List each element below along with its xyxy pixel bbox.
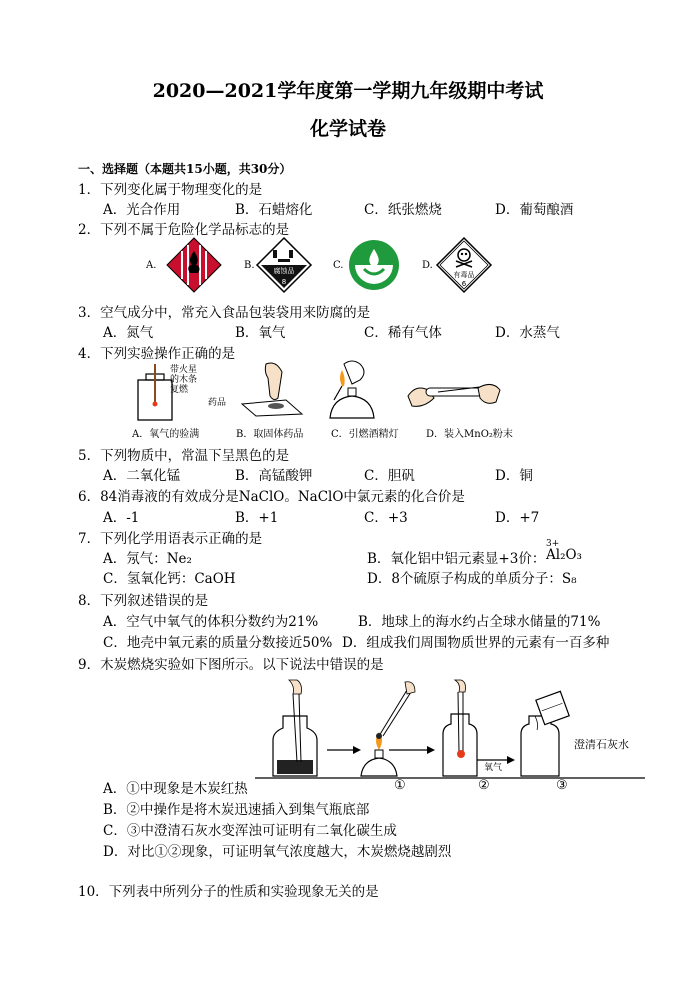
q7-stem: 7．下列化学用语表示正确的是 xyxy=(78,531,263,547)
q2-option-d[interactable]: D. xyxy=(422,260,433,271)
q3-option-c[interactable]: C．稀有气体 xyxy=(364,325,442,341)
q5-option-c[interactable]: C．胆矾 xyxy=(364,468,415,484)
q2-option-a[interactable]: A. xyxy=(146,260,157,271)
q8-option-b[interactable]: B．地球上的海水约占全球水储量的71% xyxy=(358,614,601,630)
q6-option-b[interactable]: B．+1 xyxy=(235,510,279,526)
toxic-sign-icon xyxy=(436,237,492,293)
q9-option-c[interactable]: C．③中澄清石灰水变浑浊可证明有二氧化碳生成 xyxy=(103,823,397,839)
corrosive-label: 腐蚀品 xyxy=(273,267,295,275)
q9-step-3: ③ xyxy=(556,778,568,793)
q6-option-d[interactable]: D．+7 xyxy=(495,510,540,526)
q9-step-1: ① xyxy=(394,778,406,793)
q5-stem: 5．下列物质中，常温下呈黑色的是 xyxy=(78,448,290,464)
q4-option-b[interactable]: B．取固体药品 xyxy=(236,429,304,440)
q3-option-a[interactable]: A．氮气 xyxy=(103,325,154,341)
q5-option-a[interactable]: A．二氧化锰 xyxy=(103,468,181,484)
q9-limewater-label: 澄清石灰水 xyxy=(574,738,629,751)
q3-stem: 3．空气成分中，常充入食品包装袋用来防腐的是 xyxy=(78,305,371,321)
q9-stem: 9．木炭燃烧实验如下图所示。以下说法中错误的是 xyxy=(78,657,384,673)
q1-option-a[interactable]: A．光合作用 xyxy=(103,202,181,218)
q2-option-c[interactable]: C. xyxy=(333,260,344,271)
corrosive-class-number: 8 xyxy=(281,278,287,286)
q7-option-c[interactable]: C．氢氧化钙：CaOH xyxy=(103,571,236,587)
q8-option-a[interactable]: A．空气中氧气的体积分数约为21% xyxy=(103,614,319,630)
q8-option-d[interactable]: D．组成我们周围物质世界的元素有一百多种 xyxy=(342,635,610,651)
q10-stem: 10．下列表中所列分子的性质和实验现象无关的是 xyxy=(78,884,379,900)
toxic-label: 有毒品 xyxy=(453,271,475,279)
q4-drug-label: 药品 xyxy=(208,398,227,408)
q1-stem: 1．下列变化属于物理变化的是 xyxy=(78,182,263,198)
q6-option-a[interactable]: A．-1 xyxy=(103,510,140,526)
section-heading: 一、选择题（本题共15小题，共30分） xyxy=(78,162,292,176)
exam-subtitle: 化学试卷 xyxy=(309,118,386,140)
q1-option-c[interactable]: C．纸张燃烧 xyxy=(364,202,442,218)
q6-option-c[interactable]: C．+3 xyxy=(364,510,408,526)
q9-oxygen-label: 氧气 xyxy=(484,763,503,773)
q2-option-b[interactable]: B. xyxy=(244,260,255,271)
q7-charge-superscript: 3+ xyxy=(546,539,560,549)
q4-option-d[interactable]: D．装入MnO₂粉末 xyxy=(426,429,513,440)
alcohol-lamp-lighting-icon xyxy=(322,360,384,420)
q4-option-a[interactable]: A．氧气的验满 xyxy=(132,429,200,440)
q9-option-a[interactable]: A．①中现象是木炭红热 xyxy=(103,781,248,797)
q2-stem: 2．下列不属于危险化学品标志的是 xyxy=(78,222,290,238)
exam-title: 2020—2021学年度第一学期九年级期中考试 xyxy=(152,80,544,102)
green-circle-logo-icon xyxy=(348,239,400,291)
corrosive-sign-icon xyxy=(256,237,312,293)
take-solid-by-hand-icon xyxy=(236,358,308,418)
q7-option-b[interactable]: B．氧化铝中铝元素显+3价： xyxy=(367,551,546,567)
q7-option-d[interactable]: D．8个硫原子构成的单质分子：S₈ xyxy=(367,571,577,587)
q8-option-c[interactable]: C．地壳中氧元素的质量分数接近50% xyxy=(103,635,333,651)
q9-step-2: ② xyxy=(478,778,490,793)
flammable-solid-sign-icon xyxy=(166,237,222,293)
q8-stem: 8．下列叙述错误的是 xyxy=(78,593,209,609)
q4-note-line3: 复燃 xyxy=(170,385,189,395)
q1-option-b[interactable]: B．石蜡熔化 xyxy=(235,202,313,218)
q5-option-d[interactable]: D．铜 xyxy=(495,468,533,484)
toxic-class-number: 6 xyxy=(461,280,467,288)
q6-stem: 6．84消毒液的有效成分是NaClO。NaClO中氯元素的化合价是 xyxy=(78,489,465,505)
q9-option-b[interactable]: B．②中操作是将木炭迅速插入到集气瓶底部 xyxy=(103,802,370,818)
q3-option-b[interactable]: B．氧气 xyxy=(235,325,286,341)
q9-option-d[interactable]: D．对比①②现象，可证明氧气浓度越大，木炭燃烧越剧烈 xyxy=(103,844,452,860)
q7-formula: Al₂O₃ xyxy=(546,547,582,563)
q4-stem: 4．下列实验操作正确的是 xyxy=(78,346,236,362)
q7-option-a[interactable]: A．氖气：Ne₂ xyxy=(103,551,192,567)
q4-option-c[interactable]: C．引燃酒精灯 xyxy=(331,429,399,440)
q3-option-d[interactable]: D．水蒸气 xyxy=(495,325,560,341)
q5-option-b[interactable]: B．高锰酸钾 xyxy=(235,468,313,484)
q4-note-line2: 的木条 xyxy=(170,375,198,385)
q1-option-d[interactable]: D．葡萄酿酒 xyxy=(495,202,574,218)
load-powder-into-tube-icon xyxy=(408,366,500,416)
q4-note-line1: 带火星 xyxy=(170,365,198,375)
